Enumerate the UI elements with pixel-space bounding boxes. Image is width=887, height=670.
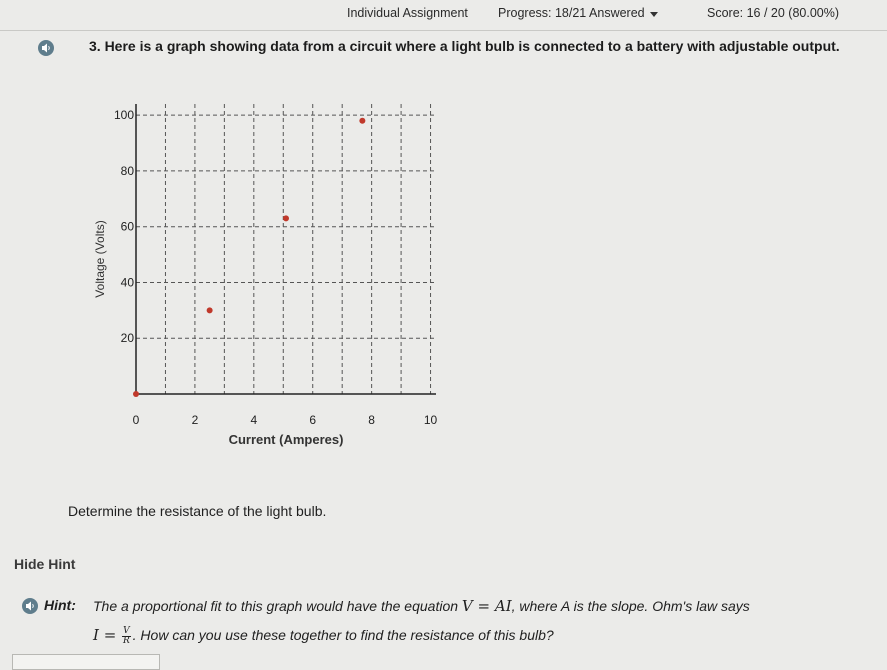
hint-label: Hint: [44, 597, 76, 613]
y-axis-label: Voltage (Volts) [93, 220, 107, 298]
x-tick-label: 10 [423, 413, 438, 427]
y-tick-label: 40 [120, 275, 134, 290]
y-tick-label: 100 [113, 108, 134, 123]
hint-text-line1 [93, 597, 750, 615]
data-point [207, 307, 213, 313]
y-tick-label: 80 [120, 163, 134, 178]
assignment-title: Individual Assignment [347, 6, 468, 20]
question-prompt: Determine the resistance of the light bulb. [68, 503, 327, 519]
voltage-current-chart [86, 92, 446, 452]
hint-text: The a proportional fit to this graph would have the equation [93, 598, 459, 614]
data-point [283, 215, 289, 221]
top-divider [0, 30, 887, 31]
ohms-law-lhs: I = [93, 626, 117, 644]
y-tick-label: 60 [120, 219, 134, 234]
ohms-law-fraction: $\frac{V}{R}$ [123, 625, 130, 646]
x-tick-label: 6 [309, 413, 317, 427]
top-bar [0, 0, 887, 30]
hint-text-line2 [93, 626, 554, 646]
chevron-down-icon [650, 12, 658, 17]
data-point [133, 391, 139, 397]
hide-hint-button[interactable]: Hide Hint [14, 556, 76, 572]
x-tick-label: 2 [191, 413, 199, 427]
x-tick-label: 0 [132, 413, 140, 427]
x-tick-label: 8 [368, 413, 375, 427]
question-text: 3. Here is a graph showing data from a circuit where a light bulb is connected to a battery with adjustable output. [89, 38, 840, 54]
x-axis-label: Current (Amperes) [228, 432, 344, 447]
data-point [359, 118, 365, 124]
speaker-icon[interactable] [38, 40, 54, 56]
hint-equation: V = AI [461, 597, 512, 615]
progress-dropdown[interactable] [498, 6, 645, 20]
speaker-icon[interactable] [22, 598, 38, 614]
y-tick-label: 20 [120, 331, 134, 346]
hint-text: , where A is the slope. Ohm's law says [511, 598, 750, 614]
answer-input[interactable] [12, 654, 160, 670]
hint-text: . How can you use these together to find the resistance of this bulb? [132, 627, 554, 643]
score-text: Score: 16 / 20 (80.00%) [707, 6, 840, 20]
x-tick-label: 4 [250, 413, 258, 427]
progress-text: Progress: 18/21 Answered [498, 6, 645, 20]
